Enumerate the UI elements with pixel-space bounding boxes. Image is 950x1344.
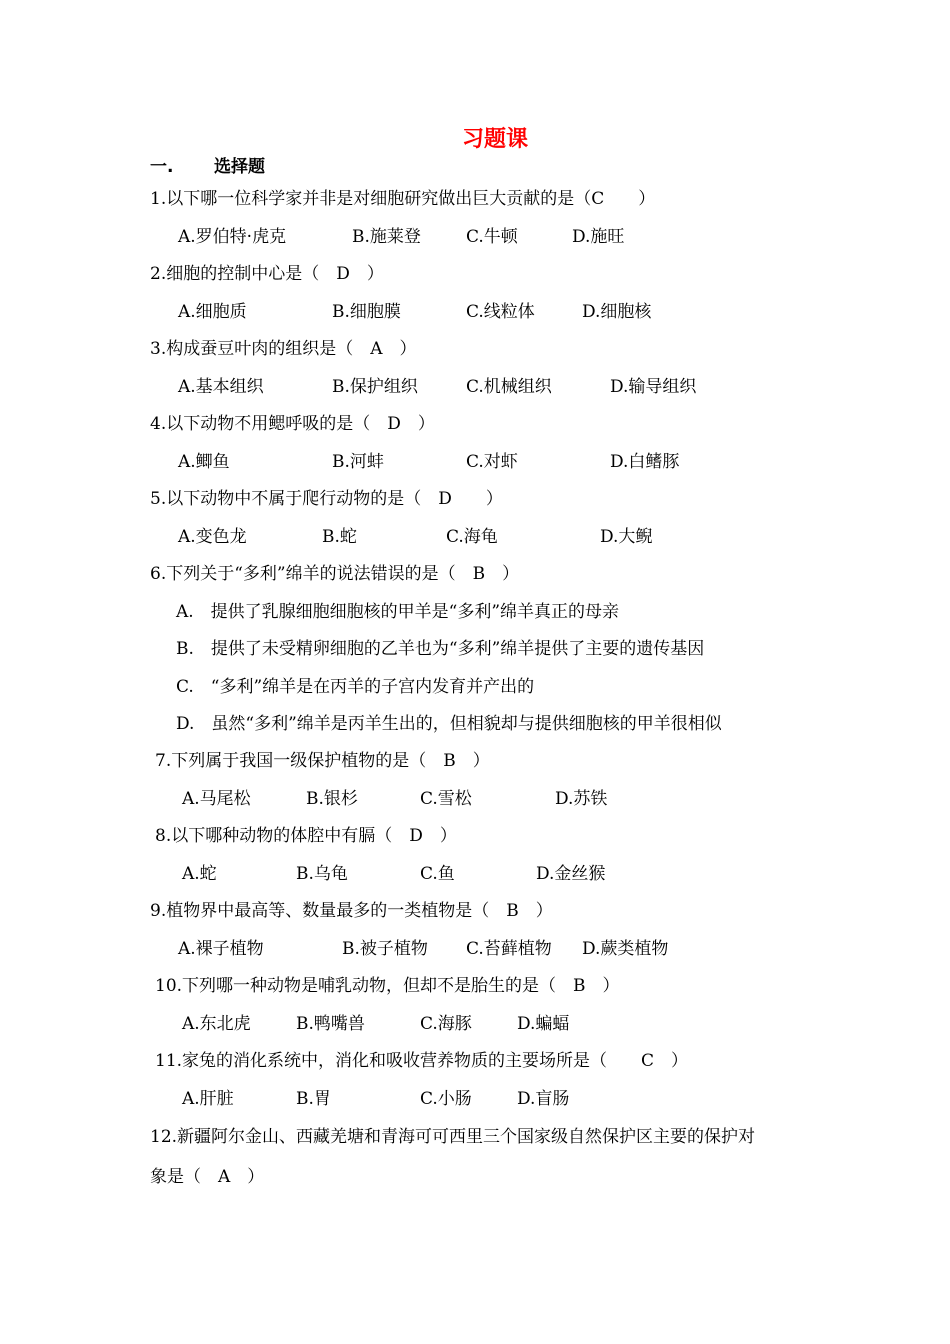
option-1a: A.罗伯特·虎克: [178, 227, 287, 247]
question-5: 5.以下动物中不属于爬行动物的是（ D ）: [150, 489, 503, 509]
question-8: 8.以下哪种动物的体腔中有膈（ D ）: [155, 826, 457, 846]
option-5c: C.海龟: [446, 527, 498, 547]
option-1c: C.牛顿: [466, 227, 518, 247]
section-label: 选择题: [214, 157, 265, 177]
option-11a: A.肝脏: [182, 1089, 234, 1109]
option-1d: D.施旺: [572, 227, 625, 247]
option-11d: D.盲肠: [517, 1089, 570, 1109]
question-12: 12.新疆阿尔金山、西藏羌塘和青海可可西里三个国家级自然保护区主要的保护对: [150, 1127, 756, 1147]
option-1b: B.施莱登: [352, 227, 421, 247]
option-6a: A. 提供了乳腺细胞细胞核的甲羊是“多利”绵羊真正的母亲: [176, 602, 620, 622]
option-9c: C.苔藓植物: [466, 939, 552, 959]
option-4b: B.河蚌: [332, 452, 384, 472]
question-6: 6.下列关于“多利”绵羊的说法错误的是（ B ）: [150, 564, 520, 584]
option-4a: A.鲫鱼: [178, 452, 230, 472]
option-2a: A.细胞质: [178, 302, 247, 322]
option-5a: A.变色龙: [178, 527, 247, 547]
question-4: 4.以下动物不用鳃呼吸的是（ D ）: [150, 414, 435, 434]
option-5d: D.大鲵: [600, 527, 653, 547]
option-8a: A.蛇: [182, 864, 217, 884]
section-heading: [150, 152, 265, 177]
option-11b: B.胃: [296, 1089, 331, 1109]
option-3c: C.机械组织: [466, 377, 552, 397]
option-6b: B. 提供了未受精卵细胞的乙羊也为“多利”绵羊提供了主要的遗传基因: [176, 639, 705, 659]
option-10b: B.鸭嘴兽: [296, 1014, 365, 1034]
option-2c: C.线粒体: [466, 302, 535, 322]
option-2d: D.细胞核: [582, 302, 652, 322]
option-9d: D.蕨类植物: [582, 939, 669, 959]
question-7: 7.下列属于我国一级保护植物的是（ B ）: [155, 751, 490, 771]
option-10d: D.蝙蝠: [517, 1014, 570, 1034]
section-number: 一.: [150, 157, 174, 177]
option-3a: A.基本组织: [178, 377, 264, 397]
option-3b: B.保护组织: [332, 377, 418, 397]
option-6c: C. “多利”绵羊是在丙羊的子宫内发育并产出的: [176, 677, 535, 697]
option-9b: B.被子植物: [342, 939, 428, 959]
option-3d: D.输导组织: [610, 377, 697, 397]
option-7c: C.雪松: [420, 789, 472, 809]
page-title: 习题课: [461, 127, 528, 152]
option-9a: A.裸子植物: [178, 939, 264, 959]
option-8b: B.乌龟: [296, 864, 348, 884]
option-10c: C.海豚: [420, 1014, 472, 1034]
option-2b: B.细胞膜: [332, 302, 401, 322]
option-10a: A.东北虎: [182, 1014, 251, 1034]
question-1: 1.以下哪一位科学家并非是对细胞研究做出巨大贡献的是（C ）: [150, 189, 656, 209]
question-11: 11.家兔的消化系统中，消化和吸收营养物质的主要场所是（ C ）: [155, 1051, 689, 1071]
question-12-continuation: 象是（ A ）: [150, 1167, 265, 1187]
option-8d: D.金丝猴: [536, 864, 606, 884]
option-8c: C.鱼: [420, 864, 455, 884]
option-11c: C.小肠: [420, 1089, 472, 1109]
option-5b: B.蛇: [322, 527, 357, 547]
option-6d: D. 虽然“多利”绵羊是丙羊生出的，但相貌却与提供细胞核的甲羊很相似: [176, 714, 722, 734]
option-4c: C.对虾: [466, 452, 518, 472]
question-9: 9.植物界中最高等、数量最多的一类植物是（ B ）: [150, 901, 553, 921]
question-2: 2.细胞的控制中心是（ D ）: [150, 264, 384, 284]
option-7d: D.苏铁: [555, 789, 608, 809]
question-10: 10.下列哪一种动物是哺乳动物，但却不是胎生的是（ B ）: [155, 976, 620, 996]
option-7b: B.银杉: [306, 789, 358, 809]
option-7a: A.马尾松: [182, 789, 251, 809]
option-4d: D.白鳍豚: [610, 452, 680, 472]
question-3: 3.构成蚕豆叶肉的组织是（ A ）: [150, 339, 417, 359]
